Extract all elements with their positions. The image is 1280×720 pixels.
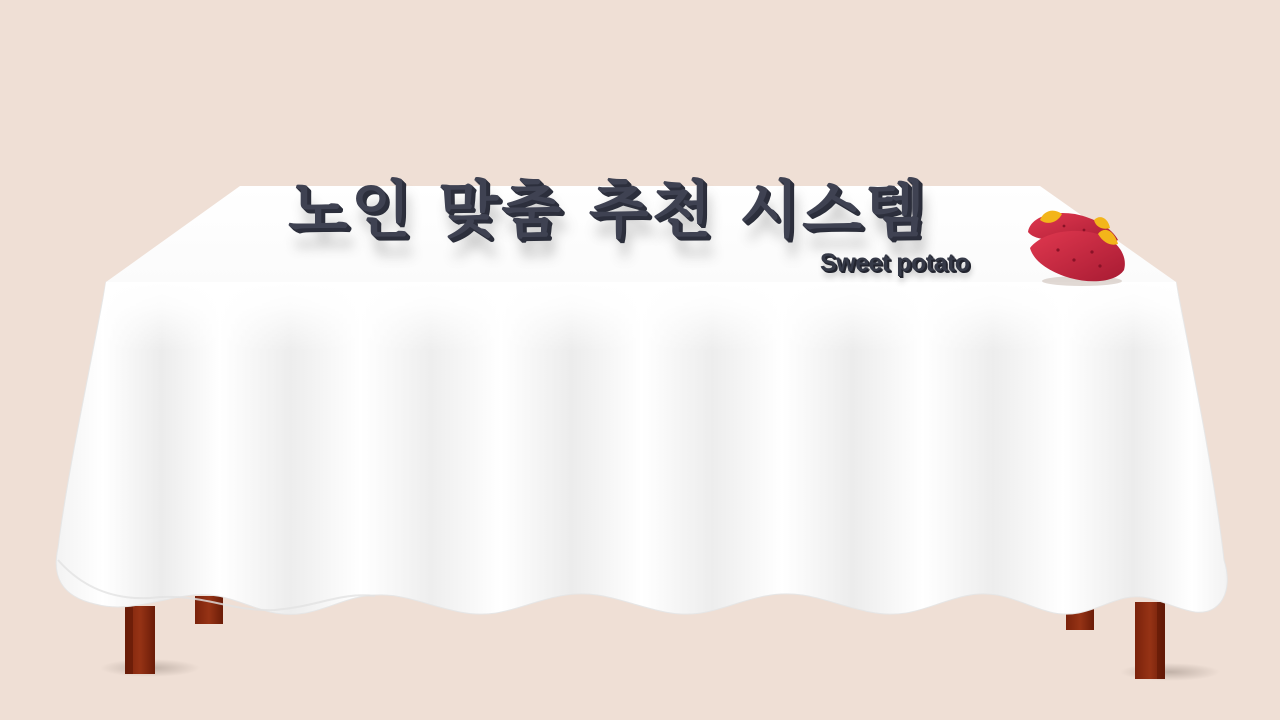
slide-subtitle: Sweet potato bbox=[820, 249, 970, 277]
tablecloth-drape-highlight bbox=[75, 282, 1205, 480]
table-leg-front-right bbox=[1135, 602, 1165, 679]
table-leg-front-left bbox=[125, 606, 155, 674]
slide-title: 노인 맞춤 추천 시스템 bbox=[288, 173, 928, 246]
